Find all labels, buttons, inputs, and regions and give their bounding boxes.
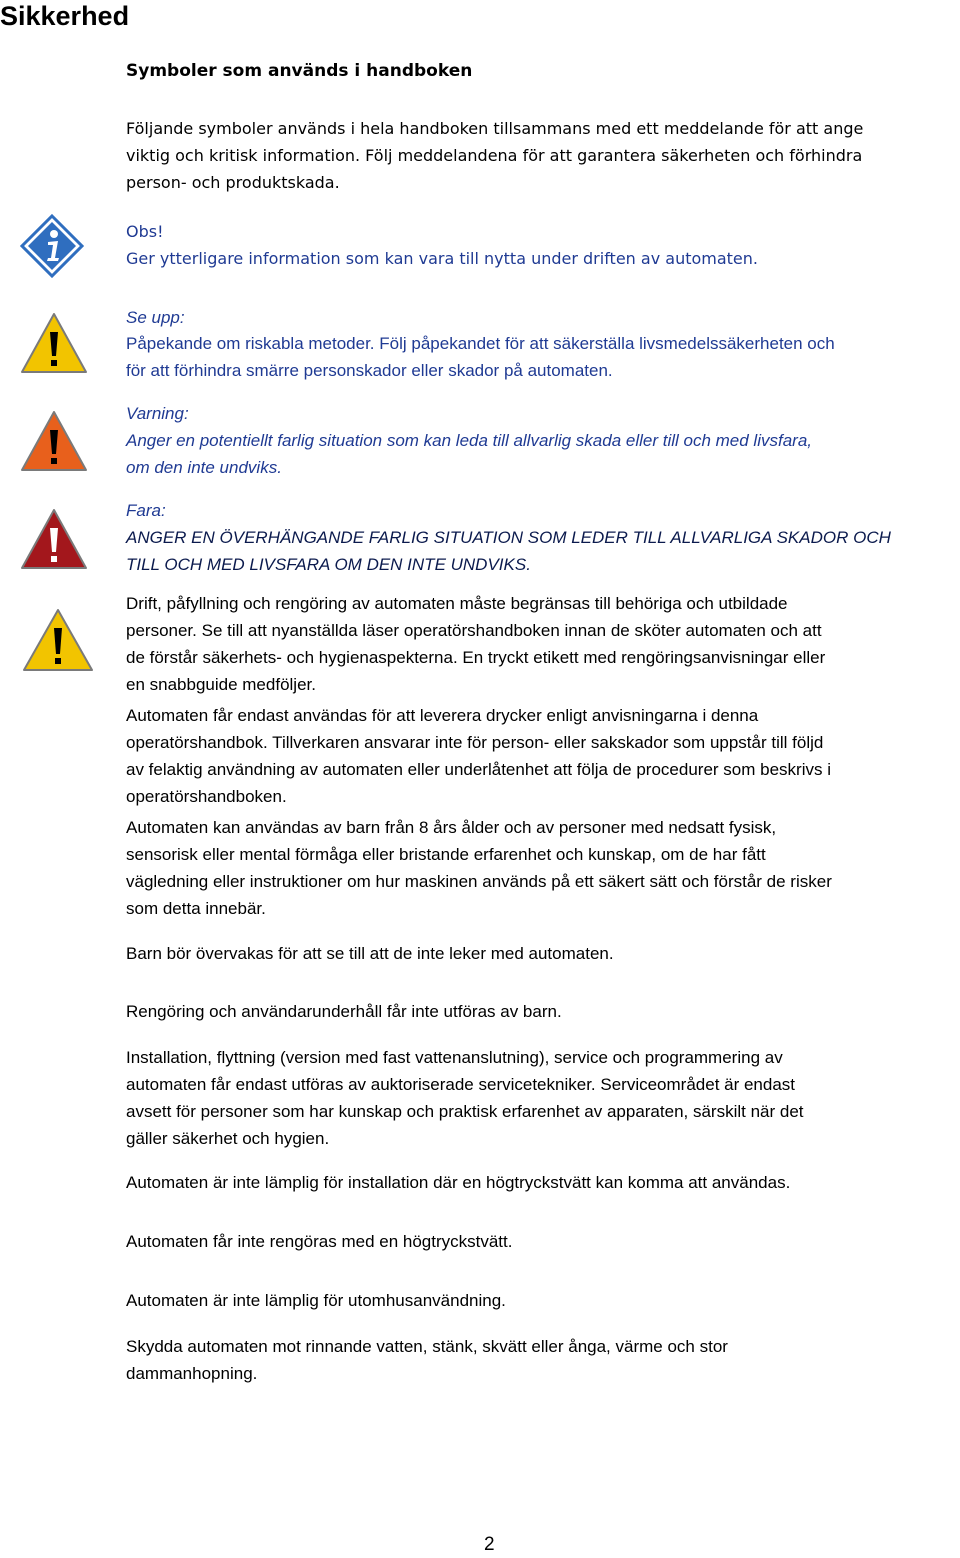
intro-text bbox=[126, 115, 956, 196]
paragraph-line: en snabbguide medföljer. bbox=[126, 675, 316, 694]
obs-label: Obs! bbox=[126, 222, 164, 241]
fara-label: Fara: bbox=[126, 501, 166, 520]
se-upp-label: Se upp: bbox=[126, 308, 185, 327]
paragraph-children-usage bbox=[126, 814, 956, 922]
paragraph-line: personer. Se till att nyanställda läser operatörshandboken innan de sköter automaten och att bbox=[126, 621, 822, 640]
paragraph-installation-service bbox=[126, 1044, 956, 1152]
paragraph-line: av felaktig användning av automaten eller underlåtenhet att följa de procedurer som beskrivs i bbox=[126, 760, 831, 779]
paragraph-outdoor-use: Automaten är inte lämplig för utomhusanvändning. bbox=[126, 1291, 506, 1310]
se-upp-line: Påpekande om riskabla metoder. Följ påpekandet för att säkerställa livsmedelssäkerheten och bbox=[126, 334, 835, 353]
paragraph-line: sensorisk eller mental förmåga eller bristande erfarenhet och kunskap, om de har fått bbox=[126, 845, 766, 864]
paragraph-line: Drift, påfyllning och rengöring av automaten måste begränsas till behöriga och utbildade bbox=[126, 594, 788, 613]
paragraph-line: dammanhopning. bbox=[126, 1364, 258, 1383]
paragraph-line: som detta innebär. bbox=[126, 899, 266, 918]
paragraph-line: Automaten kan användas av barn från 8 års ålder och av personer med nedsatt fysisk, bbox=[126, 818, 777, 837]
paragraph-authorized-personnel bbox=[126, 590, 956, 698]
danger-icon bbox=[20, 508, 88, 570]
paragraph-children-supervision: Barn bör övervakas för att se till att de inte leker med automaten. bbox=[126, 944, 614, 963]
caution-icon bbox=[20, 312, 88, 374]
paragraph-line: de förstår säkerhets- och hygienaspekterna. En tryckt etikett med rengöringsanvisningar eller bbox=[126, 648, 826, 667]
paragraph-line: vägledning eller instruktioner om hur maskinen används på ett säkert sätt och förstår de risker bbox=[126, 872, 832, 891]
se-upp-text bbox=[126, 330, 956, 384]
paragraph-line: avsett för personer som har kunskap och praktisk erfarenhet av apparaten, särskilt när det bbox=[126, 1102, 804, 1121]
paragraph-cleaning-by-children: Rengöring och användarunderhåll får inte utföras av barn. bbox=[126, 1002, 562, 1021]
paragraph-high-pressure-install: Automaten är inte lämplig för installation där en högtryckstvätt kan komma att användas. bbox=[126, 1173, 791, 1192]
paragraph-protection bbox=[126, 1333, 956, 1387]
info-icon bbox=[20, 214, 84, 278]
paragraph-line: operatörshandbok. Tillverkaren ansvarar inte för person- eller sakskador som uppstår till följd bbox=[126, 733, 824, 752]
paragraph-intended-use bbox=[126, 702, 956, 810]
warning-icon bbox=[20, 410, 88, 472]
intro-line: person- och produktskada. bbox=[126, 173, 340, 192]
varning-label: Varning: bbox=[126, 404, 189, 423]
paragraph-line: Installation, flyttning (version med fast vattenanslutning), service och programmering av bbox=[126, 1048, 783, 1067]
paragraph-line: operatörshandboken. bbox=[126, 787, 287, 806]
section-heading: Symboler som används i handboken bbox=[126, 61, 473, 81]
paragraph-line: automaten får endast utföras av auktoriserade servicetekniker. Serviceområdet är endast bbox=[126, 1075, 796, 1094]
intro-line: Följande symboler används i hela handboken tillsammans med ett meddelande för att ange bbox=[126, 119, 864, 138]
obs-text: Ger ytterligare information som kan vara till nytta under driften av automaten. bbox=[126, 249, 758, 268]
paragraph-line: gäller säkerhet och hygien. bbox=[126, 1129, 330, 1148]
page-number: 2 bbox=[484, 1534, 495, 1555]
fara-line: ANGER EN ÖVERHÄNGANDE FARLIG SITUATION SOM LEDER TILL ALLVARLIGA SKADOR OCH bbox=[126, 528, 891, 547]
general-warning-icon bbox=[22, 608, 94, 672]
varning-line: om den inte undviks. bbox=[126, 458, 282, 477]
varning-text bbox=[126, 427, 956, 481]
paragraph-line: Automaten får endast användas för att leverera drycker enligt anvisningarna i denna bbox=[126, 706, 759, 725]
varning-line: Anger en potentiellt farlig situation som kan leda till allvarlig skada eller till och med livsfara, bbox=[126, 431, 813, 450]
paragraph-high-pressure-cleaning: Automaten får inte rengöras med en högtryckstvätt. bbox=[126, 1232, 513, 1251]
fara-line: TILL OCH MED LIVSFARA OM DEN INTE UNDVIKS. bbox=[126, 555, 531, 574]
intro-line: viktig och kritisk information. Följ meddelandena för att garantera säkerheten och förhindra bbox=[126, 146, 863, 165]
se-upp-line: för att förhindra smärre personskador eller skador på automaten. bbox=[126, 361, 613, 380]
page-title: Sikkerhed bbox=[0, 1, 130, 31]
fara-text bbox=[126, 524, 956, 578]
paragraph-line: Skydda automaten mot rinnande vatten, stänk, skvätt eller ånga, värme och stor bbox=[126, 1337, 728, 1356]
